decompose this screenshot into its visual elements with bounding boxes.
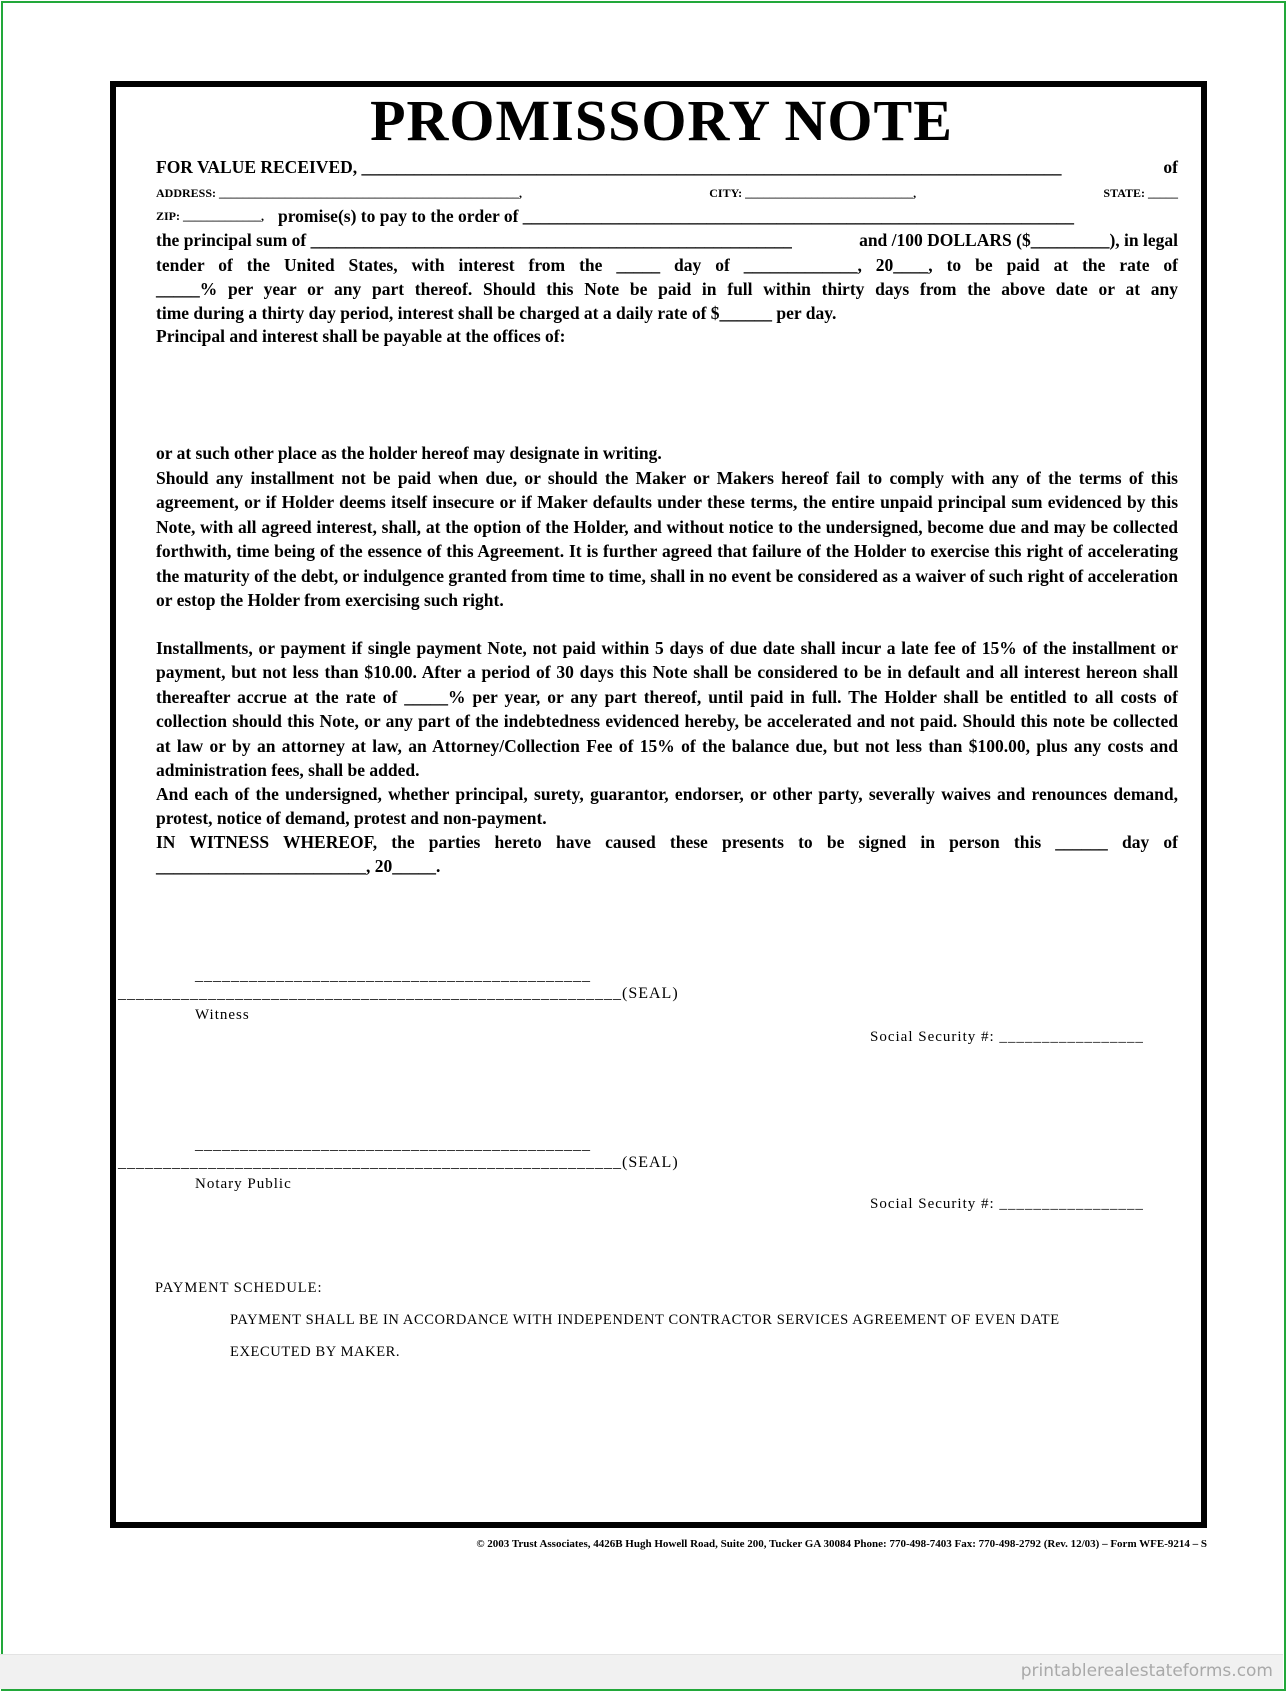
ssn-field-2: Social Security #: _________________ xyxy=(870,1196,1144,1212)
rate-text: _____% per year or any part thereof. Should this Note be paid in full within thirty days from the above date or at any xyxy=(156,279,1178,299)
witness-label: Witness xyxy=(195,1007,250,1023)
zip-field: ZIP: _____________, xyxy=(156,209,264,223)
copyright-footer: © 2003 Trust Associates, 4426B Hugh Howell Road, Suite 200, Tucker GA 30084 Phone: 770-498-7403 Fax: 770-498-2792 (Rev. 12/03) – Form WFE-9214 – S xyxy=(476,1538,1207,1550)
principal-line xyxy=(156,228,1178,252)
principal-sum-field: the principal sum of _______________________________________________________ xyxy=(156,230,792,250)
notary-label: Notary Public xyxy=(195,1176,292,1192)
waiver-paragraph: And each of the undersigned, whether principal, surety, guarantor, endorser, or other party, severally waives and renounces demand, protest, notice of demand, protest and non-payment. xyxy=(156,784,1178,829)
for-value-line xyxy=(156,155,1178,179)
notary-seal-line: ________________________________________________________(SEAL) xyxy=(118,1154,679,1171)
rate-line xyxy=(156,277,1178,301)
state-field: STATE: _____ xyxy=(1103,186,1178,200)
address-line xyxy=(156,181,1178,205)
dollars-field: and /100 DOLLARS ($_________), in legal xyxy=(859,230,1178,250)
signature-line-short: ____________________________________________ xyxy=(195,967,591,984)
of-text: of xyxy=(1163,157,1178,177)
payment-schedule-label: PAYMENT SCHEDULE: xyxy=(155,1280,323,1296)
watermark-bar xyxy=(0,1654,1283,1689)
zip-line xyxy=(156,204,1178,228)
daily-rate-text: time during a thirty day period, interest shall be charged at a daily rate of $______ per day. xyxy=(156,303,837,323)
ssn-field-1: Social Security #: _________________ xyxy=(870,1029,1144,1045)
address-field: ADDRESS: __________________________________________________, xyxy=(156,186,523,200)
city-field: CITY: ____________________________, xyxy=(709,186,917,200)
signature-line-short-2: ____________________________________________ xyxy=(195,1136,591,1153)
late-fee-paragraph: Installments, or payment if single payment Note, not paid within 5 days of due date shall incur a late fee of 15% of the installment or payment, but not less than $10.00. After a period of 30 days this Note shall be considered to be in default and all interest hereon shall thereafter accrue at the rate of _____% per year, or any part thereof, until paid in full. The Holder shall be entitled to all costs of collection should this Note, or any part of the indebtedness evidenced hereby, be accelerated and not paid. Should this note be collected at law or by an attorney at law, an Attorney/Collection Fee of 15% of the balance due, but not less than $100.00, plus any costs and administration fees, shall be added. xyxy=(156,638,1178,781)
witness-paragraph: IN WITNESS WHEREOF, the parties hereto have caused these presents to be signed in person this ______ day of ________________________, 20_____. xyxy=(156,832,1178,877)
tender-line xyxy=(156,253,1178,277)
watermark-text: printablerealestateforms.com xyxy=(1020,1661,1273,1681)
payment-schedule-text-2: EXECUTED BY MAKER. xyxy=(230,1344,401,1360)
designate-paragraph: or at such other place as the holder hereof may designate in writing. xyxy=(156,443,662,463)
installment-paragraph: Should any installment not be paid when due, or should the Maker or Makers hereof fail to comply with any of the terms of this agreement, or if Holder deems itself insecure or if Maker defaults under these terms, the entire unpaid principal sum evidenced by this Note, with all agreed interest, shall, at the option of the Holder, and without notice to the undersigned, become due and may be collected forthwith, time being of the essence of this Agreement. It is further agreed that failure of the Holder to exercise this right of accelerating the maturity of the debt, or indulgence granted from time to time, shall in no event be considered as a waiver of such right of acceleration or estop the Holder from exercising such right. xyxy=(156,468,1178,611)
tender-text: tender of the United States, with interest from the _____ day of _____________, 20____, to be paid at the rate of xyxy=(156,255,1178,275)
maker-seal-line: ________________________________________________________(SEAL) xyxy=(118,985,679,1002)
payment-schedule-text-1: PAYMENT SHALL BE IN ACCORDANCE WITH INDEPENDENT CONTRACTOR SERVICES AGREEMENT OF EVEN DATE xyxy=(230,1312,1060,1328)
document-title: PROMISSORY NOTE xyxy=(370,88,953,153)
daily-rate-line xyxy=(156,301,1178,325)
payable-line xyxy=(156,324,1178,348)
for-value-text: FOR VALUE RECEIVED, ________________________________________________________________________________ xyxy=(156,157,1062,177)
promise-text: promise(s) to pay to the order of _______________________________________________________________ xyxy=(278,206,1075,226)
payable-text: Principal and interest shall be payable at the offices of: xyxy=(156,326,566,346)
